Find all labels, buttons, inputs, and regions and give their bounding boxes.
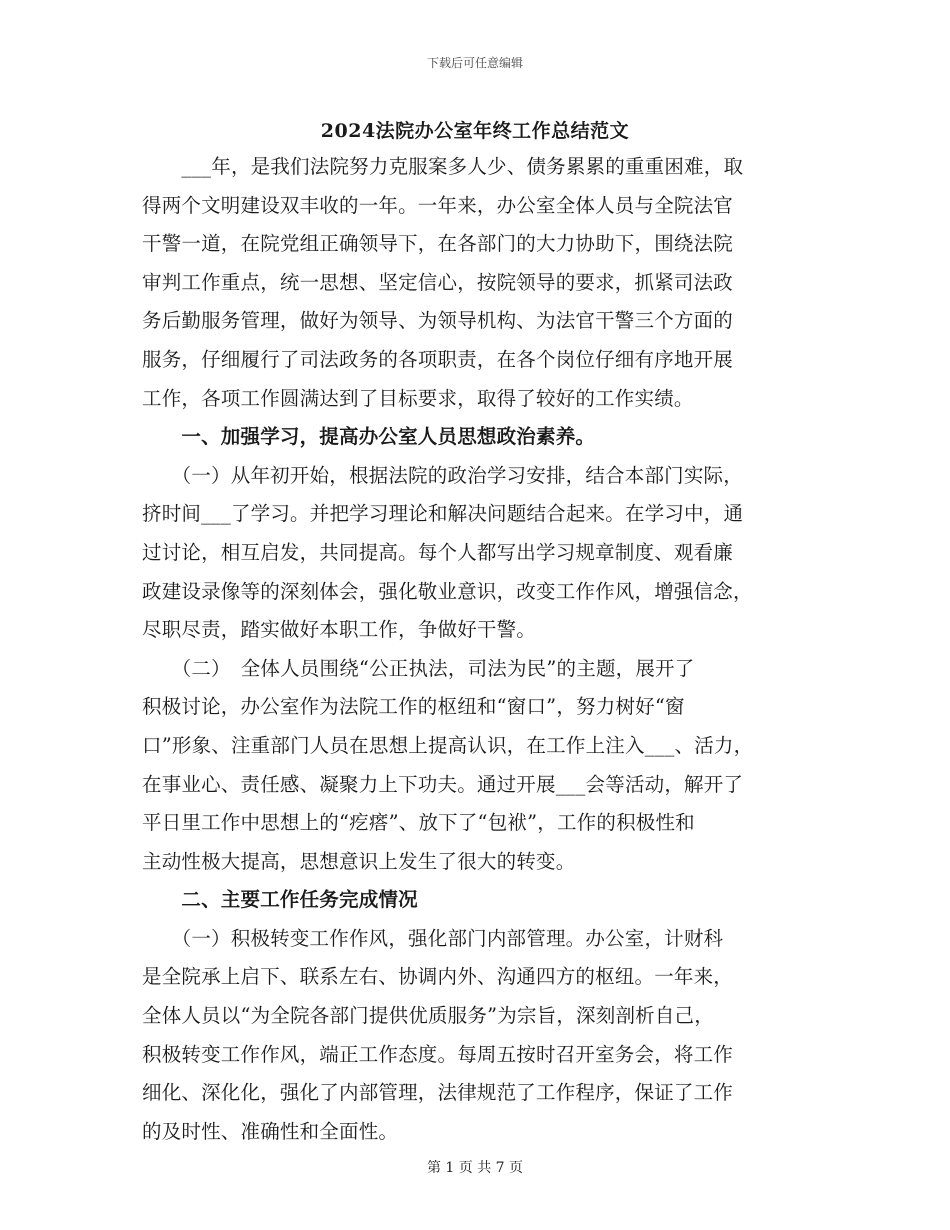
section-heading: 一、加强学习，提高办公室人员思想政治素养。 — [142, 425, 596, 449]
text-line: 在事业心、责任感、凝聚力上下功夫。通过开展___会等活动，解开了 — [142, 772, 744, 796]
text-line: 积极转变工作作风，端正工作态度。每周五按时召开室务会，将工作 — [142, 1042, 734, 1066]
text-line: 是全院承上启下、联系左右、协调内外、沟通四方的枢纽。一年来， — [142, 965, 734, 989]
text-line: 平日里工作中思想上的“疙瘩”、放下了“包袱”，工作的积极性和 — [142, 811, 695, 835]
document-title: 2024法院办公室年终工作总结范文 — [320, 120, 630, 142]
text-line: 务后勤服务管理，做好为领导、为领导机构、为法官干警三个方面的 — [142, 309, 734, 333]
text-line: （二） 全体人员围绕“公正执法，司法为民”的主题，展开了 — [142, 656, 695, 680]
page-footer: 第 1 页 共 7 页 — [426, 1160, 524, 1176]
text-line: 挤时间___了学习。并把学习理论和解决问题结合起来。在学习中，通 — [142, 502, 744, 526]
text-line: 服务，仔细履行了司法政务的各项职责，在各个岗位仔细有序地开展 — [142, 347, 734, 371]
header-note: 下载后可任意编辑 — [426, 56, 523, 70]
text-line: 尽职尽责，踏实做好本职工作，争做好干警。 — [142, 618, 537, 642]
text-line: 过讨论，相互启发，共同提高。每个人都写出学习规章制度、观看廉 — [142, 540, 734, 564]
text-line: 审判工作重点，统一思想、坚定信心，按院领导的要求，抓紧司法政 — [142, 270, 734, 294]
text-line: 的及时性、准确性和全面性。 — [142, 1119, 399, 1143]
text-line: ___年，是我们法院努力克服案多人少、债务累累的重重困难，取 — [142, 155, 744, 178]
text-line: （一）从年初开始，根据法院的政治学习安排，结合本部门实际， — [142, 463, 743, 487]
text-line: 干警一道，在院党组正确领导下，在各部门的大力协助下，围绕法院 — [142, 232, 734, 256]
text-line: 口”形象、注重部门人员在思想上提高认识，在工作上注入___、活力， — [142, 733, 754, 757]
text-line: 主动性极大提高，思想意识上发生了很大的转变。 — [142, 849, 576, 873]
text-line: 积极讨论，办公室作为法院工作的枢纽和“窗口”，努力树好“窗 — [142, 695, 685, 719]
text-line: 得两个文明建设双丰收的一年。一年来，办公室全体人员与全院法官 — [142, 193, 734, 217]
text-line: 政建设录像等的深刻体会，强化敬业意识，改变工作作风，增强信念， — [142, 579, 753, 603]
section-heading: 二、主要工作任务完成情况 — [142, 888, 418, 912]
text-line: 工作，各项工作圆满达到了目标要求，取得了较好的工作实绩。 — [142, 386, 694, 410]
document-body — [142, 148, 816, 1151]
text-line: 全体人员以“为全院各部门提供优质服务”为宗旨，深刻剖析自己， — [142, 1004, 714, 1028]
text-line: 细化、深化化，强化了内部管理，法律规范了工作程序，保证了工作 — [142, 1081, 734, 1105]
text-line: （一）积极转变工作作风，强化部门内部管理。办公室，计财科 — [142, 926, 724, 950]
